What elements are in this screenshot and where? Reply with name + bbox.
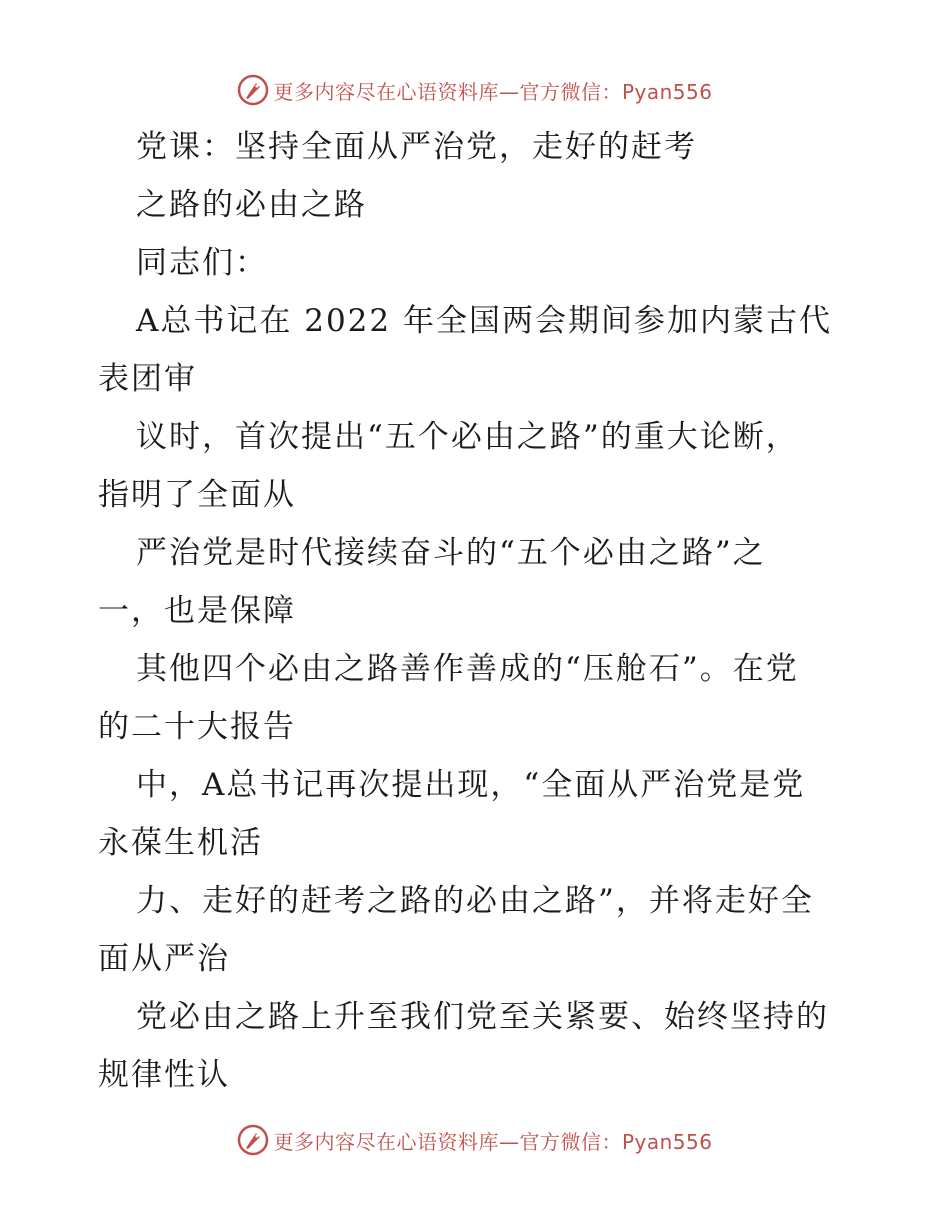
text-line: 力、走好的赶考之路的必由之路”，并将走好全 bbox=[136, 883, 814, 919]
text-line: 之路的必由之路 bbox=[136, 187, 367, 223]
document-body bbox=[98, 118, 858, 1104]
text-line: 严治党是时代接续奋斗的“五个必由之路”之 bbox=[136, 535, 766, 571]
text-line: 中，A总书记再次提出现，“全面从严治党是党 bbox=[136, 767, 806, 803]
text-line: 的二十大报告 bbox=[98, 709, 296, 745]
text-line: 议时，首次提出“五个必由之路”的重大论断， bbox=[136, 419, 799, 455]
text-line: 党课：坚持全面从严治党，走好的赶考 bbox=[136, 129, 697, 165]
banner-content bbox=[237, 74, 712, 106]
text-line: 党必由之路上升至我们党至关紧要、始终坚持的 bbox=[136, 999, 829, 1035]
pen-nib-logo-icon bbox=[237, 74, 269, 106]
text-line: 表团审 bbox=[98, 361, 197, 397]
text-line: 规律性认 bbox=[98, 1057, 230, 1093]
text-line: 其他四个必由之路善作善成的“压舱石”。在党 bbox=[136, 651, 799, 687]
pen-nib-logo-icon bbox=[237, 1124, 269, 1156]
banner-text: 更多内容尽在心语资料库—官方微信：Pyan556 bbox=[273, 1129, 713, 1154]
text-line: 指明了全面从 bbox=[98, 477, 296, 513]
text-line: 同志们： bbox=[136, 245, 268, 281]
text-line: 一，也是保障 bbox=[98, 593, 296, 629]
text-line: 面从严治 bbox=[98, 941, 230, 977]
banner-text: 更多内容尽在心语资料库—官方微信：Pyan556 bbox=[273, 79, 713, 104]
text-line: A总书记在 2022 年全国两会期间参加内蒙古代 bbox=[136, 303, 832, 339]
text-line: 永葆生机活 bbox=[98, 825, 263, 861]
header-banner bbox=[0, 68, 950, 112]
banner-content bbox=[237, 1124, 712, 1156]
footer-banner bbox=[0, 1118, 950, 1162]
